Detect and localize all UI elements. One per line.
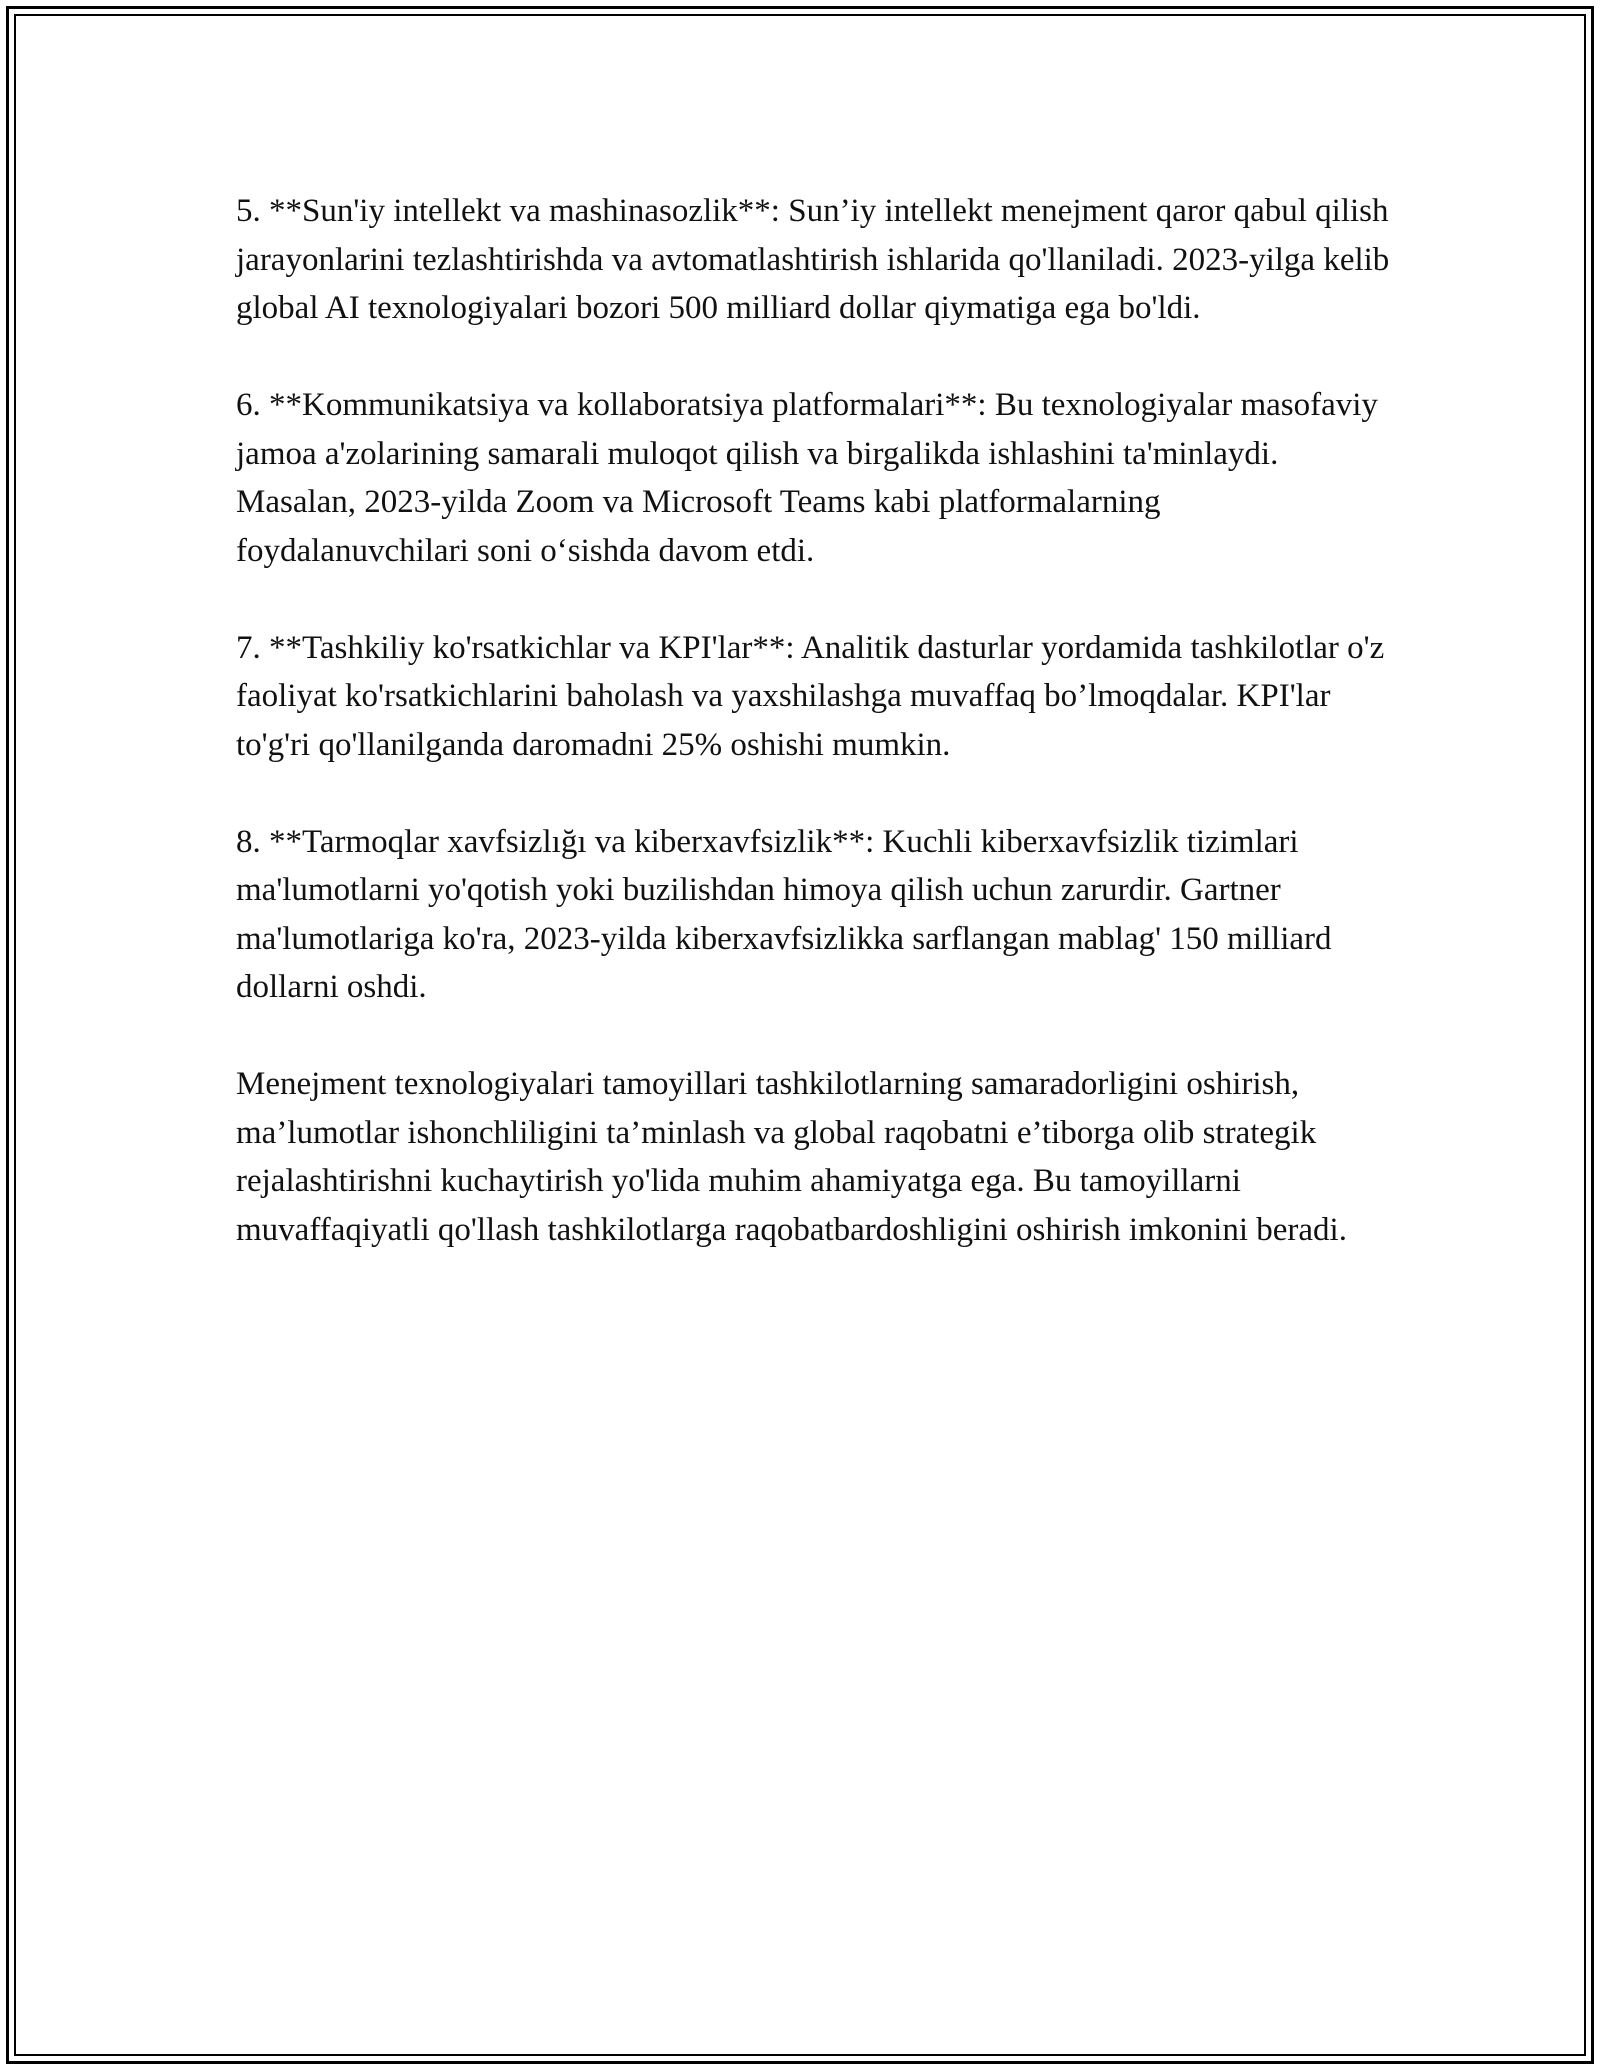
paragraph-item-7: 7. **Tashkiliy ko'rsatkichlar va KPI'lar**: Analitik dasturlar yordamida tashkilotlar o'z faoliyat ko'rsatkichlarini baholash va yaxshilashga muvaffaq bo’lmoqdalar. KPI'lar to'g'ri qo'llanilganda daromadni 25% oshishi mumkin. [236,629,1385,763]
paragraph-item-8: 8. **Tarmoqlar xavfsizlığı va kiberxavfsizlik**: Kuchli kiberxavfsizlik tizimlari ma'lumotlarni yo'qotish yoki buzilishdan himoya qilish uchun zarurdir. Gartner ma'lumotlariga ko'ra, 2023-yilda kiberxavfsizlikka sarflangan mablag' 150 milliard dollarni oshdi. [236,823,1332,1005]
paragraph-item-6: 6. **Kommunikatsiya va kollaboratsiya platformalari**: Bu texnologiyalar masofaviy jamoa a'zolarining samarali muloqot qilish va birgalikda ishlashini ta'minlaydi. Masalan, 2023-yilda Zoom va Microsoft Teams kabi platformalarning foydalanuvchilari soni o‘sishda davom etdi. [236,387,1378,569]
conclusion-paragraph: Menejment texnologiyalari tamoyillari tashkilotlarning samaradorligini oshirish, ma’lumotlar ishonchliligini ta’minlash va global raqobatni e’tiborga olib strategik rejalashtirishni kuchaytirish yo'lida muhim ahamiyatga ega. Bu tamoyillarni muvaffaqiyatli qo'llash tashkilotlarga raqobatbardoshligini oshirish imkonini beradi. [236,1066,1347,1248]
paragraph-item-5: 5. **Sun'iy intellekt va mashinasozlik**: Sun’iy intellekt menejment qaror qabul qilish jarayonlarini tezlashtirishda va avtomatlashtirish ishlarida qo'llaniladi. 2023-yilga kelib global AI texnologiyalari bozori 500 milliard dollar qiymatiga ega bo'ldi. [236,193,1390,326]
document-body [236,187,1396,1254]
